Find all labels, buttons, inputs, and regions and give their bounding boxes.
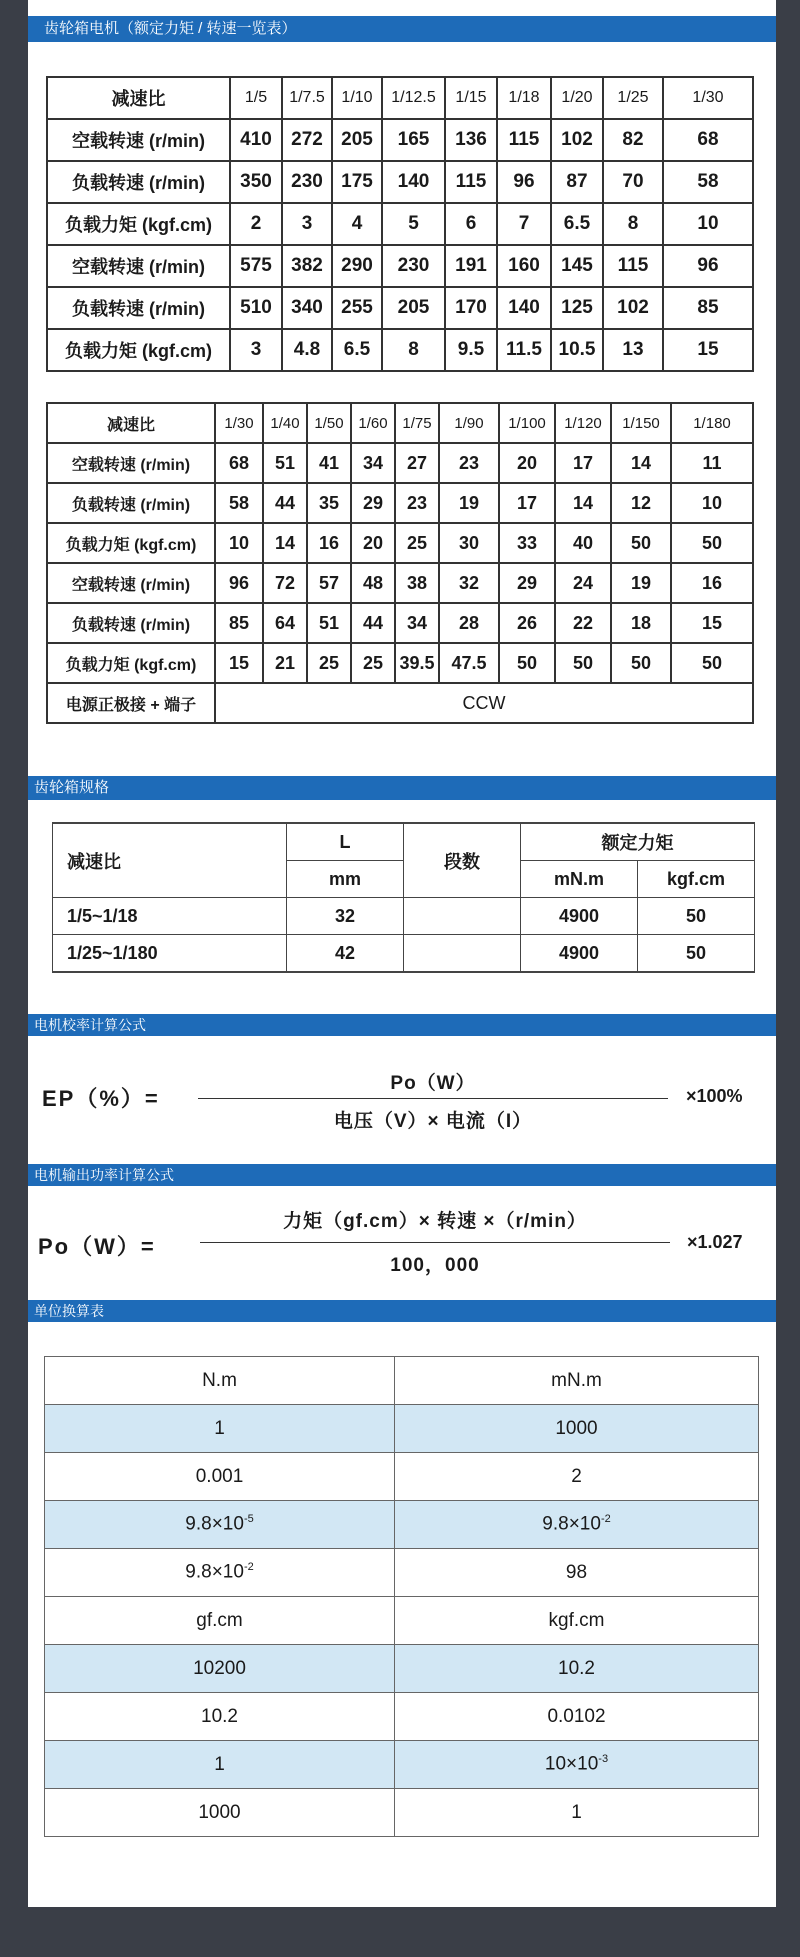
table-row	[47, 287, 753, 329]
cell: 510	[230, 287, 282, 329]
row-label: 负载力矩 (kgf.cm)	[47, 643, 215, 683]
cell: 9.5	[445, 329, 497, 371]
cell: 340	[282, 287, 332, 329]
section-bar-output-power	[28, 1164, 776, 1186]
output-power-formula	[28, 1186, 776, 1300]
cell: mN.m	[395, 1357, 759, 1405]
cell: 21	[263, 643, 307, 683]
cell: 15	[663, 329, 753, 371]
cell: 6.5	[551, 203, 603, 245]
unit-conversion-table	[44, 1356, 759, 1837]
table-row	[45, 1549, 759, 1597]
cell: 1/5~1/18	[53, 898, 287, 935]
header-length: L	[287, 823, 404, 861]
header-rated-torque: 额定力矩	[521, 823, 755, 861]
row-label: 电源正极接 + 端子	[47, 683, 215, 723]
table-row	[47, 161, 753, 203]
cell: 2	[230, 203, 282, 245]
section-bar-motor-table	[28, 16, 776, 42]
fraction-line	[200, 1242, 670, 1243]
cell: 102	[603, 287, 663, 329]
table-row	[47, 523, 753, 563]
cell: 17	[499, 483, 555, 523]
cell: 115	[603, 245, 663, 287]
cell: 50	[499, 643, 555, 683]
cell: 175	[332, 161, 382, 203]
cell: 10	[663, 203, 753, 245]
cell: 15	[671, 603, 753, 643]
fraction-line	[198, 1098, 668, 1099]
table-row	[45, 1693, 759, 1741]
table-header-row	[47, 77, 753, 119]
cell: 32	[439, 563, 499, 603]
cell: 15	[215, 643, 263, 683]
cell: 51	[307, 603, 351, 643]
table-row	[47, 203, 753, 245]
cell: 1/25~1/180	[53, 935, 287, 973]
cell: 14	[555, 483, 611, 523]
table-footer-row	[47, 683, 753, 723]
formula-lhs: Po（W）=	[38, 1234, 156, 1259]
section-title: 电机校率计算公式	[34, 1017, 146, 1033]
table-row	[47, 245, 753, 287]
cell: 8	[382, 329, 445, 371]
row-label: 空载转速 (r/min)	[47, 119, 230, 161]
exponent: -2	[600, 1513, 611, 1526]
formula-multiplier: ×1.027	[687, 1232, 743, 1252]
cell: 14	[263, 523, 307, 563]
cell: 1	[395, 1789, 759, 1837]
cell: 87	[551, 161, 603, 203]
header-ratio-value: 1/30	[663, 77, 753, 119]
section-title: 电机输出功率计算公式	[34, 1167, 174, 1183]
cell: 44	[351, 603, 395, 643]
cell: 18	[611, 603, 671, 643]
table-row	[53, 935, 755, 973]
cell: 5	[382, 203, 445, 245]
table-row	[45, 1645, 759, 1693]
table-row	[45, 1501, 759, 1549]
cell: 64	[263, 603, 307, 643]
header-ratio-value: 1/40	[263, 403, 307, 443]
section-bar-gearbox-spec	[28, 776, 776, 800]
cell: 10	[671, 483, 753, 523]
cell: 23	[439, 443, 499, 483]
cell: 58	[663, 161, 753, 203]
cell: 350	[230, 161, 282, 203]
table-row	[45, 1789, 759, 1837]
section-title: 齿轮箱电机（额定力矩 / 转速一览表）	[44, 20, 297, 37]
cell: 145	[551, 245, 603, 287]
cell: 96	[215, 563, 263, 603]
cell: 10.2	[395, 1645, 759, 1693]
cell: 255	[332, 287, 382, 329]
cell: 1	[45, 1741, 395, 1789]
cell: 82	[603, 119, 663, 161]
table-row	[47, 329, 753, 371]
table-row	[47, 643, 753, 683]
cell: 41	[307, 443, 351, 483]
header-ratio-value: 1/15	[445, 77, 497, 119]
cell: 72	[263, 563, 307, 603]
cell: 16	[307, 523, 351, 563]
cell: 28	[439, 603, 499, 643]
header-ratio: 减速比	[53, 823, 287, 898]
row-label: 空载转速 (r/min)	[47, 245, 230, 287]
cell: 96	[663, 245, 753, 287]
cell: 26	[499, 603, 555, 643]
efficiency-formula	[28, 1036, 776, 1164]
table-row	[45, 1453, 759, 1501]
cell: 70	[603, 161, 663, 203]
cell: 14	[611, 443, 671, 483]
exponent: -5	[243, 1513, 254, 1526]
table-row	[47, 119, 753, 161]
formula-multiplier: ×100%	[686, 1086, 743, 1106]
cell: 0.001	[45, 1453, 395, 1501]
header-ratio-value: 1/30	[215, 403, 263, 443]
cell: 25	[395, 523, 439, 563]
cell: 68	[663, 119, 753, 161]
cell: kgf.cm	[395, 1597, 759, 1645]
formula-lhs: EP（%）=	[42, 1086, 160, 1111]
cell: 2	[395, 1453, 759, 1501]
cell: 19	[439, 483, 499, 523]
spec-sheet	[28, 0, 776, 1907]
cell: 272	[282, 119, 332, 161]
cell: 160	[497, 245, 551, 287]
cell: 4.8	[282, 329, 332, 371]
speed-torque-table-2	[46, 402, 754, 724]
table-row	[45, 1741, 759, 1789]
cell: 57	[307, 563, 351, 603]
formula-numerator: Po（W）	[390, 1073, 476, 1094]
cell: 50	[611, 523, 671, 563]
cell: 96	[497, 161, 551, 203]
cell: 42	[287, 935, 404, 973]
cell: 33	[499, 523, 555, 563]
cell: 50	[671, 523, 753, 563]
cell: 29	[351, 483, 395, 523]
table-row	[47, 483, 753, 523]
header-ratio-label: 减速比	[47, 403, 215, 443]
header-ratio-value: 1/7.5	[282, 77, 332, 119]
cell: 11.5	[497, 329, 551, 371]
cell: 125	[551, 287, 603, 329]
cell-scientific	[45, 1501, 395, 1549]
row-label: 负载转速 (r/min)	[47, 287, 230, 329]
cell: 38	[395, 563, 439, 603]
cell: 50	[638, 898, 755, 935]
formula-denominator: 100，000	[390, 1255, 480, 1276]
cell-scientific	[395, 1501, 759, 1549]
cell: 23	[395, 483, 439, 523]
header-ratio-value: 1/5	[230, 77, 282, 119]
cell: 4900	[521, 898, 638, 935]
cell: 58	[215, 483, 263, 523]
cell: 4900	[521, 935, 638, 973]
cell: 68	[215, 443, 263, 483]
header-stages: 段数	[404, 823, 521, 898]
cell: 10.5	[551, 329, 603, 371]
exponent: -2	[243, 1561, 254, 1574]
table-header-row	[47, 403, 753, 443]
header-torque-unit-kgfcm: kgf.cm	[638, 861, 755, 898]
cell: 205	[332, 119, 382, 161]
row-label: 负载力矩 (kgf.cm)	[47, 203, 230, 245]
cell: 47.5	[439, 643, 499, 683]
cell: 39.5	[395, 643, 439, 683]
section-bar-efficiency	[28, 1014, 776, 1036]
cell: 1000	[45, 1789, 395, 1837]
table-row	[47, 563, 753, 603]
cell: 25	[307, 643, 351, 683]
cell: 382	[282, 245, 332, 287]
cell: 85	[215, 603, 263, 643]
base: 10×10	[544, 1753, 599, 1775]
cell: 40	[555, 523, 611, 563]
header-ratio-value: 1/100	[499, 403, 555, 443]
header-ratio-label: 减速比	[47, 77, 230, 119]
cell: 115	[445, 161, 497, 203]
cell: 230	[282, 161, 332, 203]
cell: 85	[663, 287, 753, 329]
row-label: 负载转速 (r/min)	[47, 483, 215, 523]
cell: 165	[382, 119, 445, 161]
table-row	[45, 1405, 759, 1453]
cell: 1	[45, 1405, 395, 1453]
cell: 140	[382, 161, 445, 203]
cell: 11	[671, 443, 753, 483]
cell: 575	[230, 245, 282, 287]
cell: 6.5	[332, 329, 382, 371]
cell: 13	[603, 329, 663, 371]
cell: 10200	[45, 1645, 395, 1693]
cell: 10	[215, 523, 263, 563]
formula-denominator: 电压（V）× 电流（I）	[333, 1111, 533, 1132]
table-row	[47, 443, 753, 483]
cell: 191	[445, 245, 497, 287]
cell: 30	[439, 523, 499, 563]
cell: 205	[382, 287, 445, 329]
section-bar-unit-conversion	[28, 1300, 776, 1322]
cell: 6	[445, 203, 497, 245]
cell: 25	[351, 643, 395, 683]
row-label: 空载转速 (r/min)	[47, 443, 215, 483]
cell: 22	[555, 603, 611, 643]
base: 9.8×10	[542, 1513, 601, 1535]
cell: 290	[332, 245, 382, 287]
cell: 20	[351, 523, 395, 563]
table-row	[45, 1597, 759, 1645]
cell: 102	[551, 119, 603, 161]
table-row	[53, 898, 755, 935]
gearbox-spec-table	[52, 822, 755, 973]
header-ratio-value: 1/75	[395, 403, 439, 443]
cell: 0.0102	[395, 1693, 759, 1741]
cell: 48	[351, 563, 395, 603]
cell: 98	[395, 1549, 759, 1597]
speed-torque-table-1	[46, 76, 754, 372]
cell-scientific	[45, 1549, 395, 1597]
cell: 50	[671, 643, 753, 683]
cell: 3	[230, 329, 282, 371]
cell: 32	[287, 898, 404, 935]
cell: 7	[497, 203, 551, 245]
table-row	[47, 603, 753, 643]
cell: 20	[499, 443, 555, 483]
header-ratio-value: 1/120	[555, 403, 611, 443]
cell: 170	[445, 287, 497, 329]
formula-numerator: 力矩（gf.cm）× 转速 ×（r/min）	[283, 1211, 587, 1232]
cell: 1000	[395, 1405, 759, 1453]
cell: 410	[230, 119, 282, 161]
cell: 4	[332, 203, 382, 245]
cell	[404, 898, 521, 935]
section-title: 齿轮箱规格	[34, 779, 110, 796]
cell: 115	[497, 119, 551, 161]
cell: 51	[263, 443, 307, 483]
cell: 29	[499, 563, 555, 603]
header-ratio-value: 1/25	[603, 77, 663, 119]
cell: 12	[611, 483, 671, 523]
cell: 50	[611, 643, 671, 683]
cell: N.m	[45, 1357, 395, 1405]
cell-scientific	[395, 1741, 759, 1789]
cell: 140	[497, 287, 551, 329]
base: 9.8×10	[185, 1561, 244, 1583]
header-length-unit: mm	[287, 861, 404, 898]
row-label: 负载力矩 (kgf.cm)	[47, 523, 215, 563]
header-ratio-value: 1/10	[332, 77, 382, 119]
header-ratio-value: 1/150	[611, 403, 671, 443]
cell: gf.cm	[45, 1597, 395, 1645]
exponent: -3	[598, 1753, 609, 1766]
cell: 17	[555, 443, 611, 483]
cell: 27	[395, 443, 439, 483]
table-row	[45, 1357, 759, 1405]
cell: 19	[611, 563, 671, 603]
cell: 35	[307, 483, 351, 523]
cell: 3	[282, 203, 332, 245]
cell	[404, 935, 521, 973]
row-label: 负载转速 (r/min)	[47, 161, 230, 203]
cell: 10.2	[45, 1693, 395, 1741]
header-ratio-value: 1/90	[439, 403, 499, 443]
header-ratio-value: 1/20	[551, 77, 603, 119]
cell: 8	[603, 203, 663, 245]
base: 9.8×10	[185, 1513, 244, 1535]
cell: 16	[671, 563, 753, 603]
header-ratio-value: 1/18	[497, 77, 551, 119]
cell: 50	[638, 935, 755, 973]
cell: 50	[555, 643, 611, 683]
cell: 34	[395, 603, 439, 643]
row-label: 负载转速 (r/min)	[47, 603, 215, 643]
row-label: 负载力矩 (kgf.cm)	[47, 329, 230, 371]
section-title: 单位换算表	[34, 1303, 104, 1319]
header-torque-unit-mnm: mN.m	[521, 861, 638, 898]
rotation-direction: CCW	[215, 683, 753, 723]
cell: 44	[263, 483, 307, 523]
header-ratio-value: 1/180	[671, 403, 753, 443]
header-ratio-value: 1/12.5	[382, 77, 445, 119]
cell: 34	[351, 443, 395, 483]
cell: 24	[555, 563, 611, 603]
header-ratio-value: 1/50	[307, 403, 351, 443]
cell: 230	[382, 245, 445, 287]
row-label: 空载转速 (r/min)	[47, 563, 215, 603]
header-ratio-value: 1/60	[351, 403, 395, 443]
cell: 136	[445, 119, 497, 161]
